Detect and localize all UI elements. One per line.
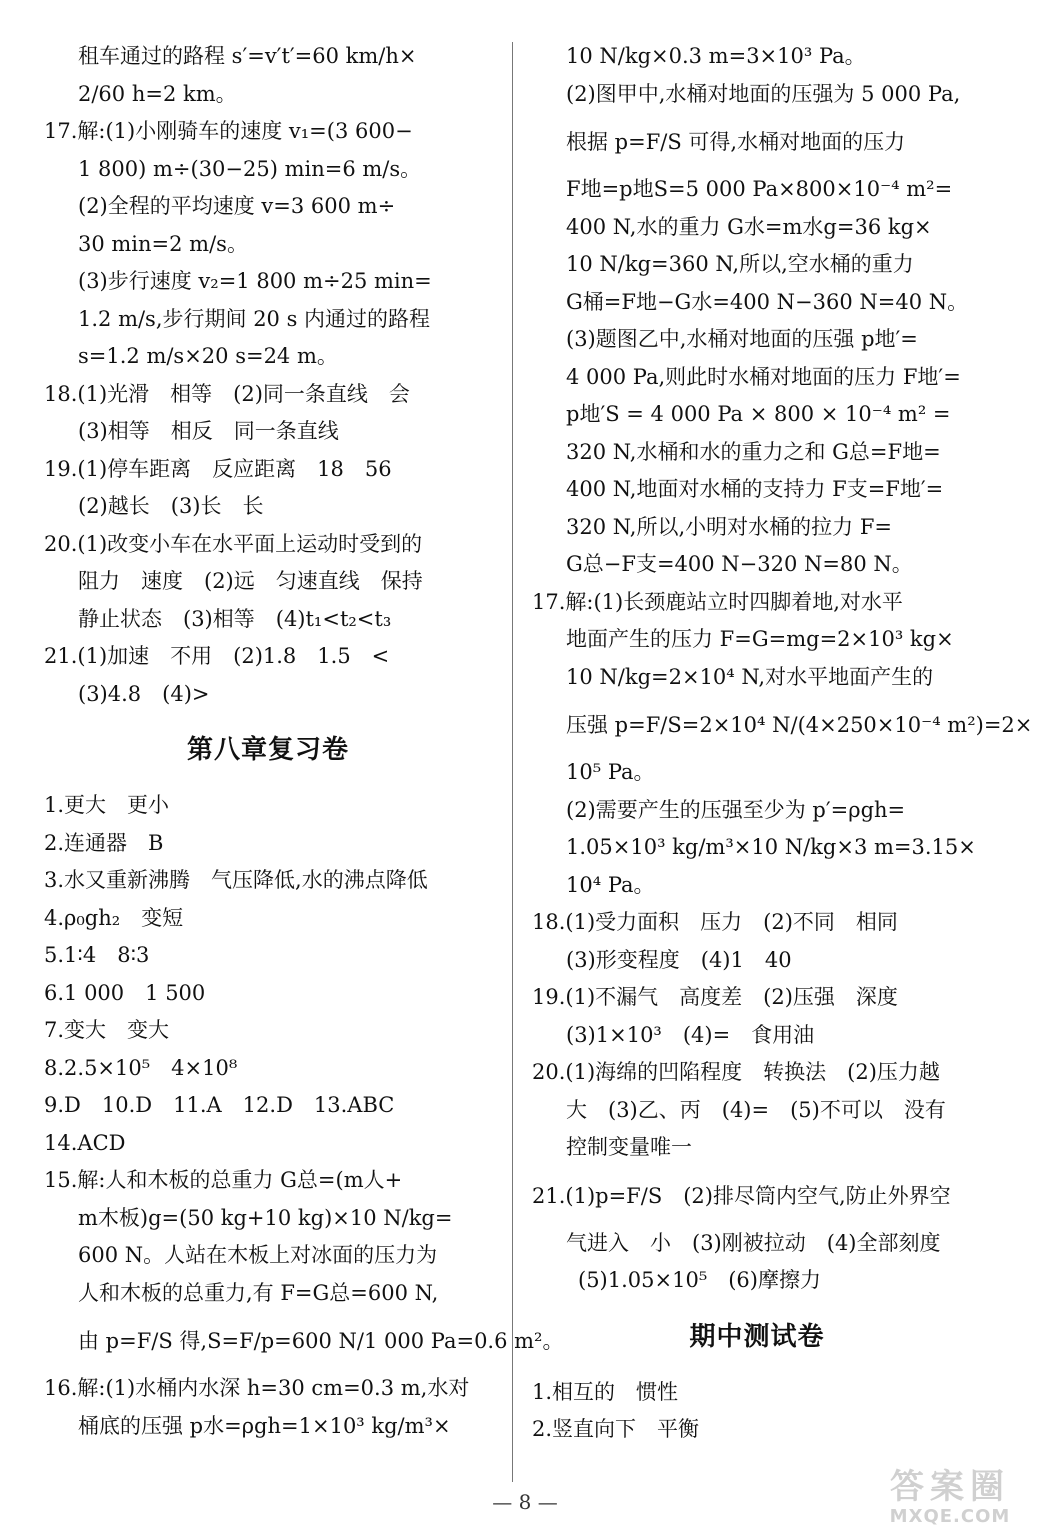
text-line: 600 N。人站在木板上对冰面的压力为 [78, 1243, 438, 1267]
text-line: 20.(1)海绵的凹陷程度 转换法 (2)压力越 [532, 1060, 940, 1084]
section-heading: 期中测试卷 [689, 1321, 825, 1352]
left-column [44, 38, 564, 1445]
text-line: 阻力 速度 (2)远 匀速直线 保持 [78, 569, 423, 593]
text-line: 气进入 小 (3)刚被拉动 (4)全部刻度 [566, 1230, 941, 1255]
text-line: F地=p地S=5 000 Pa×800×10⁻⁴ m²= [566, 177, 953, 201]
text-line: 2/60 h=2 km。 [78, 81, 237, 106]
text-line: 4.ρ₀gh₂ 变短 [44, 905, 184, 930]
text-line: 桶底的压强 p水=ρgh=1×10³ kg/m³× [78, 1413, 451, 1438]
watermark-bottom-text: MXQE.COM [889, 1506, 1011, 1527]
text-line: 1.2 m/s,步行期间 20 s 内通过的路程 [78, 306, 431, 331]
text-line: 15.解:人和木板的总重力 G总=(m人+ [44, 1168, 403, 1192]
text-line: (3)4.8 (4)> [78, 681, 210, 706]
text-line: 2.连通器 B [44, 830, 164, 855]
text-line: 10⁵ Pa。 [566, 760, 655, 784]
text-line: 10⁴ Pa。 [566, 872, 655, 897]
text-line: 压强 p=F/S=2×10⁴ N/(4×250×10⁻⁴ m²)=2× [566, 713, 1033, 737]
text-line: 20.(1)改变小车在水平面上运动时受到的 [44, 531, 423, 556]
text-line: p地′S = 4 000 Pa × 800 × 10⁻⁴ m² = [566, 402, 951, 426]
text-line: (2)越长 (3)长 长 [78, 494, 264, 518]
section-heading: 第八章复习卷 [186, 735, 349, 765]
text-line: 14.ACD [44, 1130, 126, 1155]
text-line: 21.(1)加速 不用 (2)1.8 1.5 < [44, 644, 390, 668]
text-line: 5.1∶4 8∶3 [44, 943, 150, 967]
text-line: 2.竖直向下 平衡 [532, 1417, 700, 1441]
text-line: 由 p=F/S 得,S=F/p=600 N/1 000 Pa=0.6 m²。 [78, 1329, 564, 1353]
text-line: 4 000 Pa,则此时水桶对地面的压力 F地′= [566, 364, 961, 389]
right-column [532, 38, 1033, 1449]
text-line: s=1.2 m/s×20 s=24 m。 [78, 344, 338, 368]
watermark-logo [872, 1468, 1028, 1530]
text-line: G总−F支=400 N−320 N=80 N。 [566, 552, 913, 576]
text-line: (3)相等 相反 同一条直线 [78, 419, 339, 443]
text-line: 1.更大 更小 [44, 793, 170, 817]
text-line: 30 min=2 m/s。 [78, 231, 248, 256]
text-line: 静止状态 (3)相等 (4)t₁<t₂<t₃ [78, 606, 392, 631]
text-line: 320 N,所以,小明对水桶的拉力 F= [566, 514, 892, 539]
text-line: (3)1×10³ (4)= 食用油 [566, 1022, 815, 1047]
page-number: — 8 — [492, 1490, 558, 1514]
text-line: 21.(1)p=F/S (2)排尽筒内空气,防止外界空 [532, 1183, 951, 1208]
text-line: (2)图甲中,水桶对地面的压强为 5 000 Pa, [566, 81, 961, 106]
column-divider [512, 42, 513, 1482]
text-line: 18.(1)受力面积 压力 (2)不同 相同 [532, 910, 898, 934]
text-line: 1.05×10³ kg/m³×10 N/kg×3 m=3.15× [566, 835, 976, 859]
text-line: G桶=F地−G水=400 N−360 N=40 N。 [566, 289, 969, 314]
text-line: (3)题图乙中,水桶对地面的压强 p地′= [566, 327, 918, 351]
text-line: (3)形变程度 (4)1 40 [566, 947, 792, 972]
text-line: 3.水又重新沸腾 气压降低,水的沸点降低 [44, 868, 428, 892]
text-line: 地面产生的压力 F=G=mg=2×10³ kg× [566, 627, 954, 651]
text-line: 1.相互的 惯性 [532, 1379, 679, 1404]
text-line: 1 800) m÷(30−25) min=6 m/s。 [78, 156, 422, 181]
watermark-top-text: 答案圈 [890, 1467, 1010, 1507]
text-line: 10 N/kg×0.3 m=3×10³ Pa。 [566, 44, 866, 68]
text-line: 9.D 10.D 11.A 12.D 13.ABC [44, 1093, 395, 1117]
text-line: 大 (3)乙、丙 (4)= (5)不可以 没有 [566, 1097, 946, 1122]
text-line: 7.变大 变大 [44, 1018, 170, 1042]
text-line: (2)需要产生的压强至少为 p′=ρgh= [566, 797, 906, 822]
text-line: 16.解:(1)水桶内水深 h=30 cm=0.3 m,水对 [44, 1376, 470, 1400]
text-line: 18.(1)光滑 相等 (2)同一条直线 会 [44, 381, 410, 406]
text-line: 400 N,水的重力 G水=m水g=36 kg× [566, 214, 932, 239]
text-line: 320 N,水桶和水的重力之和 G总=F地= [566, 439, 941, 464]
text-line: (2)全程的平均速度 v=3 600 m÷ [78, 194, 396, 218]
text-line: 10 N/kg=360 N,所以,空水桶的重力 [566, 252, 914, 276]
text-line: 控制变量唯一 [566, 1135, 692, 1159]
text-line: 19.(1)停车距离 反应距离 18 56 [44, 456, 392, 481]
text-line: 17.解:(1)长颈鹿站立时四脚着地,对水平 [532, 589, 903, 614]
text-line: 8.2.5×10⁵ 4×10⁸ [44, 1055, 238, 1080]
text-line: 根据 p=F/S 可得,水桶对地面的压力 [566, 130, 906, 154]
text-line: (3)步行速度 v₂=1 800 m÷25 min= [78, 269, 432, 293]
text-line: 人和木板的总重力,有 F=G总=600 N, [78, 1280, 439, 1305]
text-line: 租车通过的路程 s′=v′t′=60 km/h× [78, 44, 417, 68]
text-line: 6.1 000 1 500 [44, 980, 206, 1005]
text-line: 10 N/kg=2×10⁴ N,对水平地面产生的 [566, 664, 934, 689]
text-line: 17.解:(1)小刚骑车的速度 v₁=(3 600− [44, 119, 413, 143]
text-line: 19.(1)不漏气 高度差 (2)压强 深度 [532, 985, 898, 1009]
text-line: m木板)g=(50 kg+10 kg)×10 N/kg= [78, 1205, 453, 1230]
text-line: 400 N,地面对水桶的支持力 F支=F地′= [566, 477, 944, 501]
text-line: (5)1.05×10⁵ (6)摩擦力 [578, 1268, 821, 1292]
